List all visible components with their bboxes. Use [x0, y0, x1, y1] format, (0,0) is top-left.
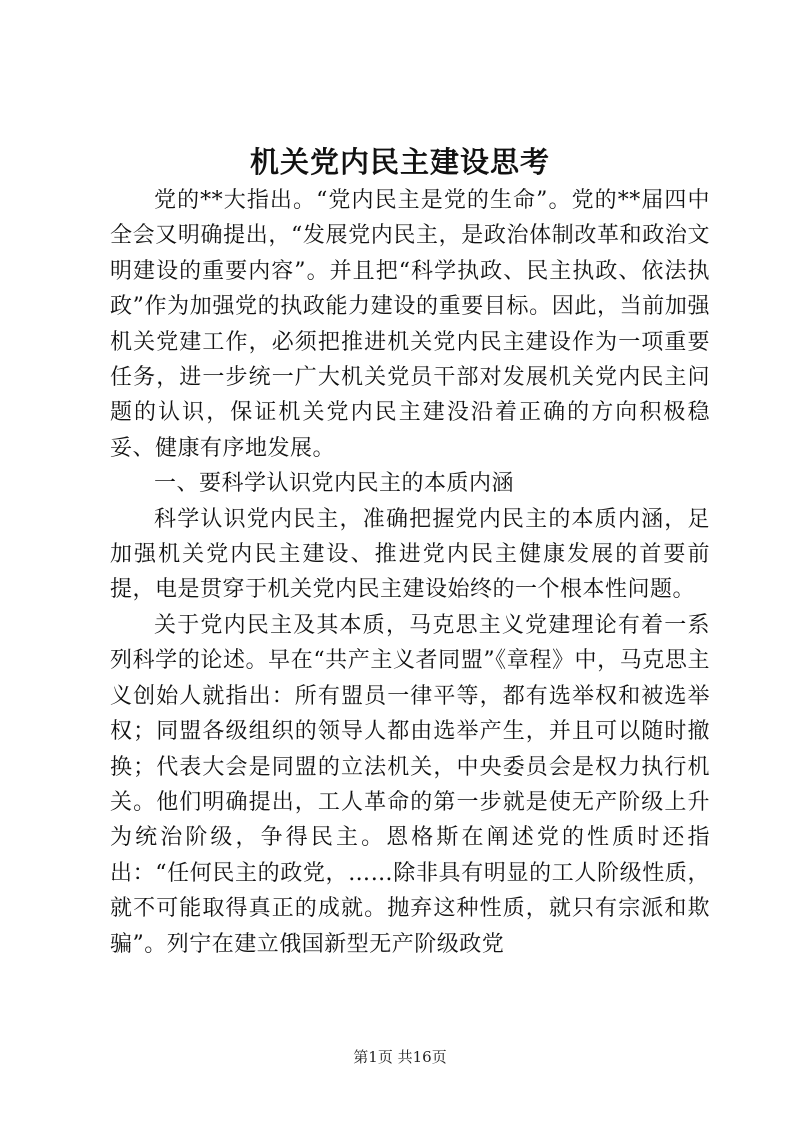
document-body: [110, 183, 710, 962]
paragraph-section-1: 科学认识党内民主，准确把握党内民主的本质内涵，足加强机关党内民主建设、推进党内民主健康发展的首要前提，电是贯穿于机关党内民主建设始终的一个根本性问题。: [110, 506, 710, 603]
paragraph-intro: 党的**大指出。“党内民主是党的生命”。党的**届四中全会又明确提出，“发展党内民主，是政治体制改革和政治文明建设的重要内容”。并且把“科学执政、民主执政、依法执政”作为加强党的执政能力建设的重要目标。因此，当前加强机关党建工作，必须把推进机关党内民主建设作为一项重要任务，进一步统一广大机关党员干部对发展机关党内民主问题的认识，保证机关党内民主建没沿着正确的方向积极稳妥、健康有序地发展。: [110, 188, 710, 461]
section-heading-1: 一、要科学认识党内民主的本质内涵: [154, 471, 515, 497]
document-title: 机关党内民主建设思考: [249, 145, 550, 179]
paragraph-marxist-theory: 关于党内民主及其本质，马克思主义党建理论有着一系列科学的论述。早在“共产主义者同盟”《章程》中，马克思主义创始人就指出：所有盟员一律平等，都有选举权和被选举权；同盟各级组织的领导人都由选举产生，并且可以随时撤换；代表大会是同盟的立法机关，中央委员会是权力执行机关。他们明确提出，工人革命的第一步就是使无产阶级上升为统治阶级，争得民主。恩格斯在阐述党的性质时还指出：“任何民主的政党，……除非具有明显的工人阶级性质，就不可能取得真正的成就。抛弃这种性质，就只有宗派和欺骗”。列宁在建立俄国新型无产阶级政党: [110, 612, 710, 957]
page-footer: 第1页 共16页: [353, 1048, 447, 1066]
